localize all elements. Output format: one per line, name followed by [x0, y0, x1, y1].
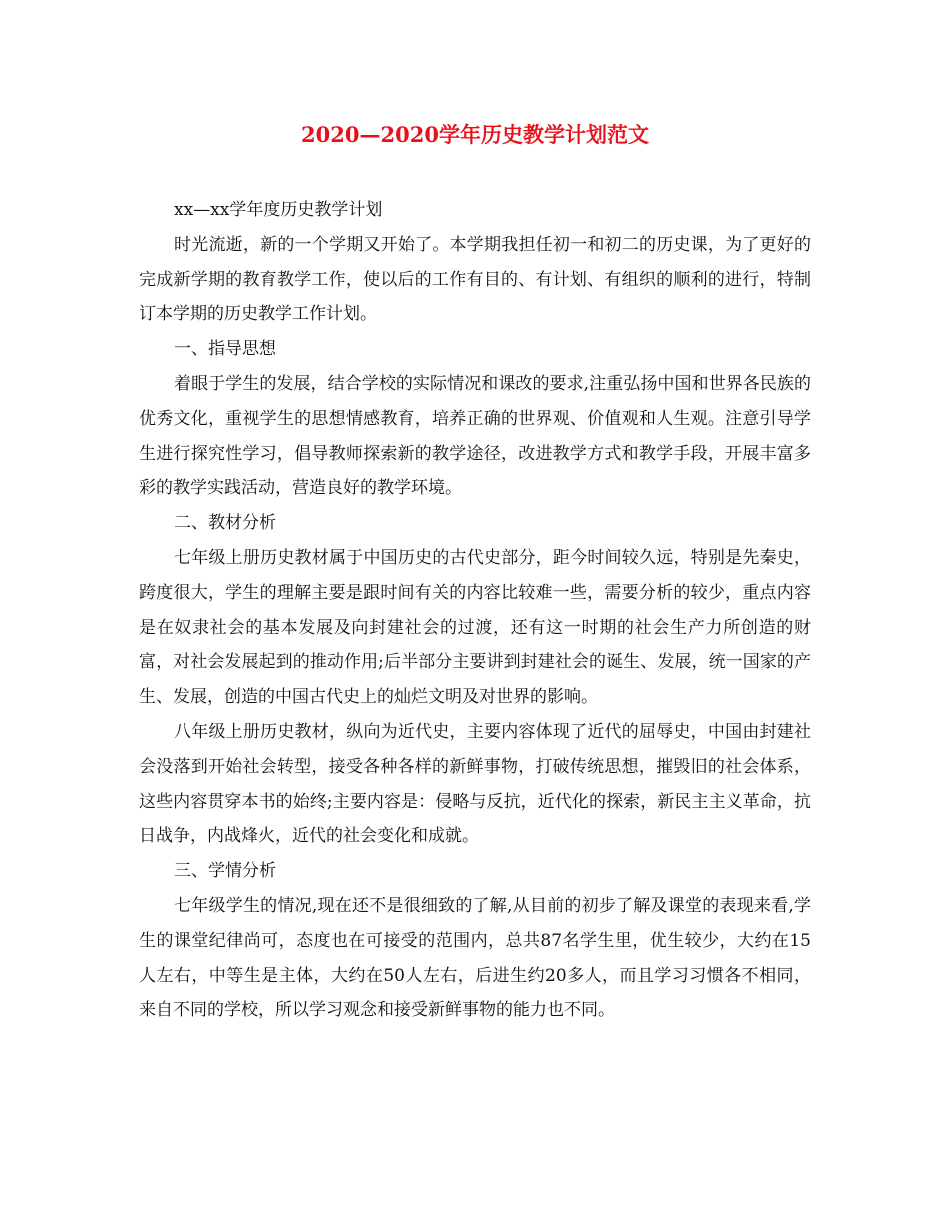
grade7-textbook-paragraph: 七年级上册历史教材属于中国历史的古代史部分，距今时间较久远，特别是先秦史，跨度很大，学生的理解主要是跟时间有关的内容比较难一些，需要分析的较少，重点内容是在奴隶社会的基本发展及向封建社会的过渡，还有这一时期的社会生产力所创造的财富，对社会发展起到的推动作用;后半部分主要讲到封建社会的诞生、发展，统一国家的产生、发展，创造的中国古代史上的灿烂文明及对世界的影响。 [139, 547, 811, 708]
section-heading-guiding-thought: 一、指导思想 [174, 339, 276, 360]
document-body [139, 193, 811, 1028]
grade8-textbook-paragraph: 八年级上册历史教材，纵向为近代史，主要内容体现了近代的屈辱史，中国由封建社会没落到开始社会转型，接受各种各样的新鲜事物，打破传统思想，摧毁旧的社会体系，这些内容贯穿本书的始终;主要内容是：侵略与反抗，近代化的探索，新民主主义革命，抗日战争，内战烽火，近代的社会变化和成就。 [139, 721, 811, 847]
section-heading-textbook-analysis: 二、教材分析 [174, 513, 276, 534]
student-analysis-paragraph: 七年级学生的情况,现在还不是很细致的了解,从目前的初步了解及课堂的表现来看,学生的课堂纪律尚可，态度也在可接受的范围内，总共87名学生里，优生较少，大约在15人左右，中等生是主体，大约在50人左右，后进生约20多人，而且学习习惯各不相同，来自不同的学校，所以学习观念和接受新鲜事物的能力也不同。 [139, 895, 811, 1021]
document-title: 2020—2020学年历史教学计划范文 [301, 122, 649, 147]
intro-paragraph: 时光流逝，新的一个学期又开始了。本学期我担任初一和初二的历史课，为了更好的完成新学期的教育教学工作，使以后的工作有目的、有计划、有组织的顺利的进行，特制订本学期的历史教学工作计划。 [139, 234, 811, 325]
section-heading-student-analysis: 三、学情分析 [174, 861, 276, 882]
guiding-thought-paragraph: 着眼于学生的发展，结合学校的实际情况和课改的要求,注重弘扬中国和世界各民族的优秀文化，重视学生的思想情感教育，培养正确的世界观、价值观和人生观。注意引导学生进行探究性学习，倡导教师探索新的教学途径，改进教学方式和教学手段，开展丰富多彩的教学实践活动，营造良好的教学环境。 [139, 373, 811, 499]
subtitle-paragraph: xx—xx学年度历史教学计划 [174, 200, 383, 220]
